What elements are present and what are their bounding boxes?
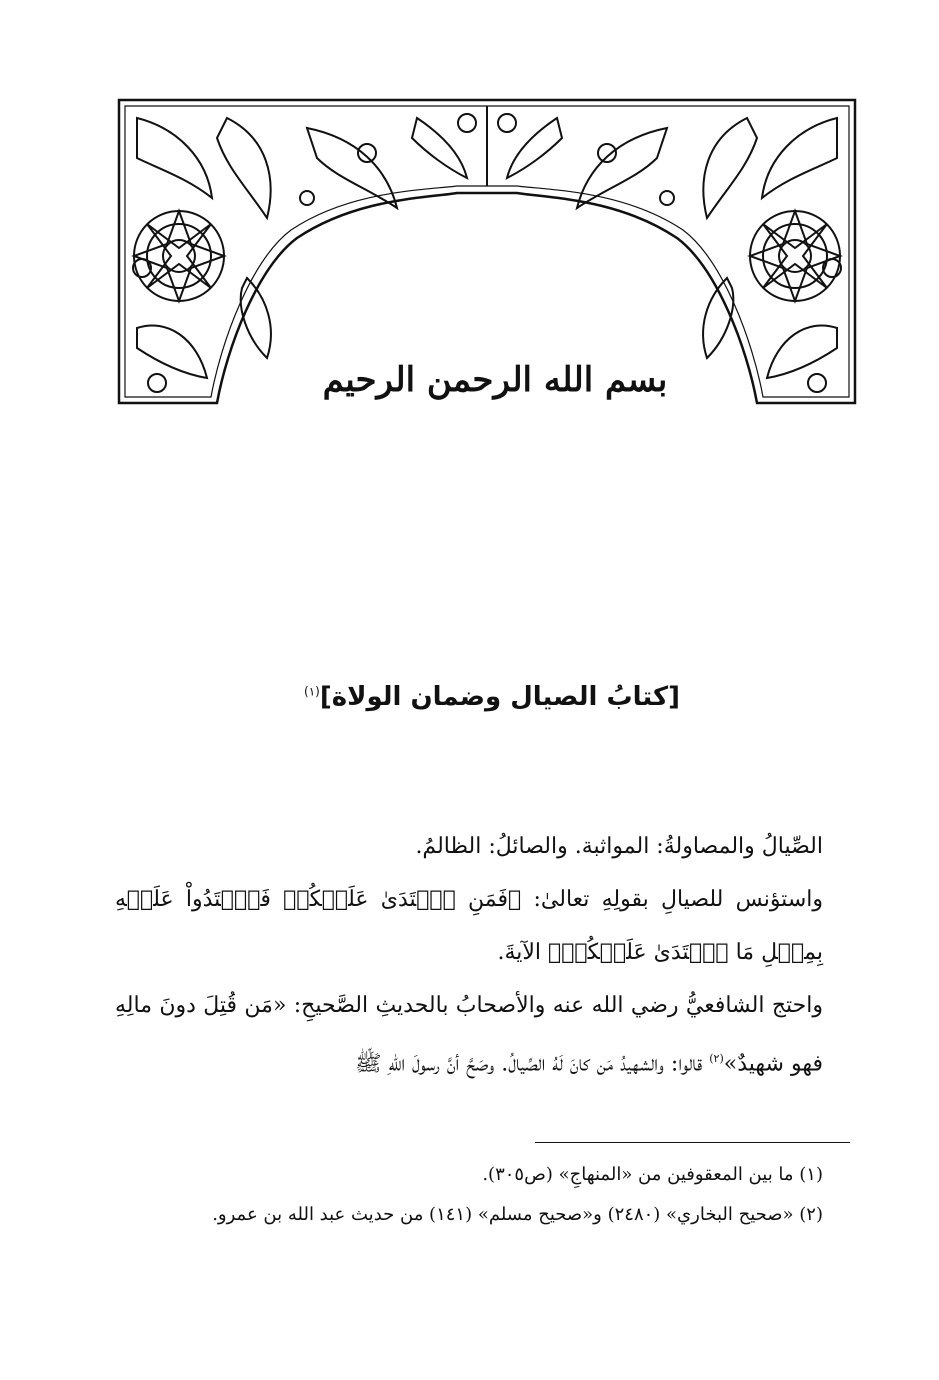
chapter-title-text: [كتابُ الصيال وضمان الولاة]	[319, 682, 680, 712]
footnote-1: (١) ما بين المعقوفين من «المنهاجِ» (ص٣٠٥).	[482, 1164, 823, 1185]
basmala-calligraphy: بسم الله الرحمن الرحيم	[322, 360, 668, 400]
footnote-2: (٢) «صحيح البخاري» (٢٤٨٠) و«صحيح مسلم» (١٤١) من حديث عبد الله بن عمرو.	[212, 1204, 823, 1225]
paragraph-definition: الصِّيالُ والمصاولةُ: المواثبة. والصائلُ: الظالمُ.	[415, 834, 823, 859]
footnote-separator	[535, 1142, 850, 1143]
main-text	[115, 820, 823, 1090]
chapter-title	[120, 682, 680, 712]
footnote-ref-2: (٢)	[709, 1052, 724, 1065]
footnotes	[115, 1155, 823, 1235]
paragraph-hadith-text-a: واحتج الشافعيُّ رضي الله عنه والأصحابُ بالحديثِ الصَّحيحِ: «مَن قُتِلَ دونَ مالِهِ فهو شهيدٌ»	[115, 993, 823, 1077]
paragraph-quran-citation: واستؤنس للصيالِ بقولِهِ تعالىٰ: ﴿فَمَنِ ٱعۡتَدَىٰ عَلَيۡكُمۡ فَٱعۡتَدُواْ عَلَيۡهِ بِمِثۡلِ مَا ٱعۡتَدَىٰ عَلَيۡكُمۡ﴾ الآيةَ.	[115, 887, 823, 965]
paragraph-hadith-text-b: قالوا: والشهيدُ مَن كانَ لَهُ الصِّيالُ. وصَحَّ أنَّ رسولَ اللهِ ﷺ	[355, 1051, 710, 1077]
paragraph-hadith-citation	[115, 979, 823, 1090]
footnote-ref-1: (١)	[304, 684, 320, 699]
